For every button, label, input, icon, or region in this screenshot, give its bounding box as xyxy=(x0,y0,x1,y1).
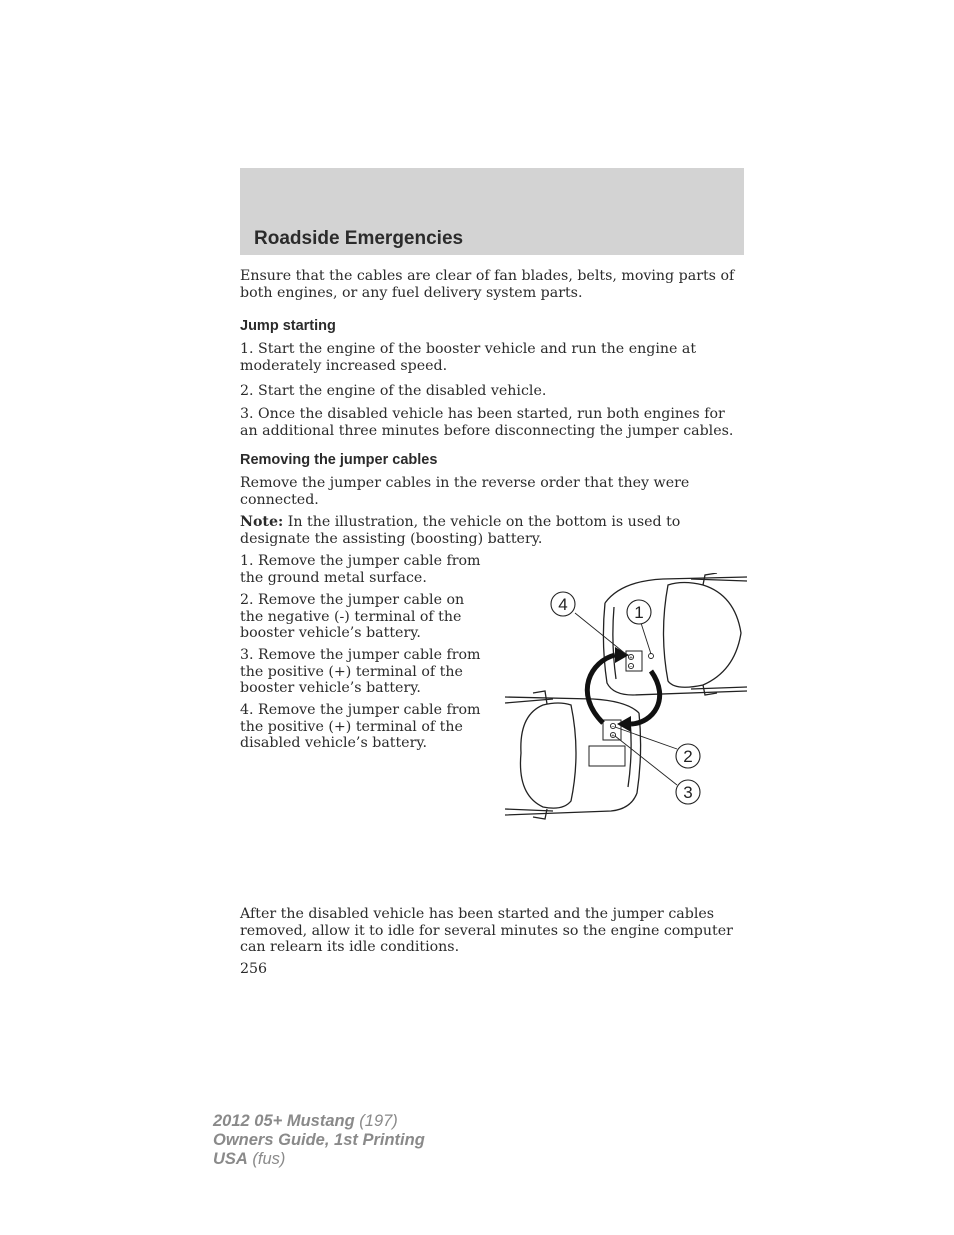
note-text: In the illustration, the vehicle on the bottom is used to designate the assisting (boosting) battery. xyxy=(240,514,681,547)
remove-step-4: 4. Remove the jumper cable from the positive (+) terminal of the disabled vehicle’s battery. xyxy=(240,702,481,751)
disabled-vehicle-top xyxy=(603,573,747,695)
removing-intro: Remove the jumper cables in the reverse order that they were connected. xyxy=(240,475,690,508)
jump-starting-heading: Jump starting xyxy=(240,318,336,334)
intro-paragraph: Ensure that the cables are clear of fan blades, belts, moving parts of both engines, or any fuel delivery system parts. xyxy=(240,268,735,301)
booster-plus-glyph: + xyxy=(610,733,616,739)
remove-step-1: 1. Remove the jumper cable from the ground metal surface. xyxy=(240,553,481,586)
disabled-minus-glyph: − xyxy=(628,664,634,670)
callout-leader-4 xyxy=(575,613,627,655)
callout-label-2: 2 xyxy=(683,747,693,766)
cable-arrow-lower xyxy=(631,671,660,724)
booster-minus-glyph: − xyxy=(610,724,616,730)
callout-label-4: 4 xyxy=(558,595,568,614)
page-number: 256 xyxy=(240,961,268,977)
jumper-cable-illustration xyxy=(503,573,747,823)
section-title: Roadside Emergencies xyxy=(254,228,464,249)
jump-step-2: 2. Start the engine of the disabled vehicle. xyxy=(240,383,547,399)
callout-label-1: 1 xyxy=(634,603,644,622)
remove-step-2: 2. Remove the jumper cable on the negative (-) terminal of the booster vehicle’s battery. xyxy=(240,592,465,641)
booster-engine-component-icon xyxy=(589,746,625,766)
jump-step-1: 1. Start the engine of the booster vehicle and run the engine at moderately increased speed. xyxy=(240,341,697,374)
callout-label-3: 3 xyxy=(683,783,693,802)
callout-leader-1 xyxy=(641,623,651,654)
footer-line-1: 2012 05+ Mustang (197) xyxy=(213,1112,398,1130)
callout-leader-3 xyxy=(615,736,677,785)
jump-step-3: 3. Once the disabled vehicle has been started, run both engines for an additional three minutes before disconnecting the jumper cables. xyxy=(240,406,734,439)
footer-line-3: USA (fus) xyxy=(213,1150,286,1168)
disabled-plus-glyph: + xyxy=(628,655,634,661)
removing-cables-heading: Removing the jumper cables xyxy=(240,452,438,468)
print-footer xyxy=(213,1112,425,1169)
footer-line-2: Owners Guide, 1st Printing xyxy=(213,1131,425,1149)
closing-paragraph: After the disabled vehicle has been started and the jumper cables removed, allow it to idle for several minutes so the engine computer can relearn its idle conditions. xyxy=(240,906,733,955)
note-label: Note: xyxy=(240,514,284,530)
booster-vehicle-bottom xyxy=(505,691,641,819)
note-paragraph xyxy=(240,514,746,547)
ground-point-icon xyxy=(649,654,654,659)
remove-step-3: 3. Remove the jumper cable from the positive (+) terminal of the booster vehicle’s battery. xyxy=(240,647,481,696)
